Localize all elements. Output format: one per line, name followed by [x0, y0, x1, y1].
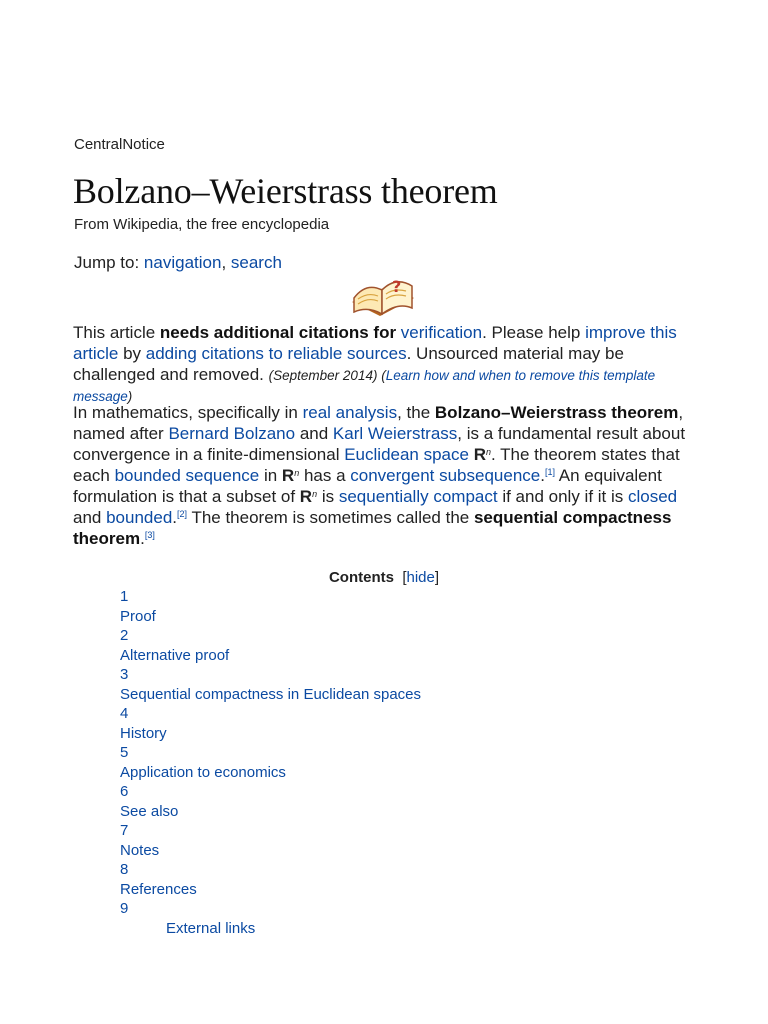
search-link[interactable]: search [230, 253, 282, 272]
book-question-icon [348, 268, 418, 322]
karl-weierstrass-link[interactable]: Karl Weierstrass [332, 424, 458, 443]
intro-bold-title: Bolzano–Weierstrass theorem [434, 403, 679, 422]
rn-n: n [486, 447, 492, 457]
toc-item-number[interactable]: 6 [120, 783, 129, 800]
jump-separator: , [221, 253, 231, 272]
remove-template-link[interactable]: Learn how and when to remove this template message [73, 368, 656, 404]
toc-item[interactable] [120, 665, 421, 704]
tagline: From Wikipedia, the free encyclopedia [74, 216, 330, 233]
ambox-text-3: by [118, 344, 146, 363]
rn-n: n [312, 489, 318, 499]
intro-text: . [172, 508, 178, 527]
toc-item-alternative-proof[interactable]: Alternative proof [120, 646, 230, 664]
reference-3-link[interactable]: [3] [144, 530, 155, 540]
toc-item-number[interactable]: 5 [120, 744, 129, 761]
toc-title: Contents [328, 569, 394, 586]
reference-2-link[interactable]: [2] [177, 509, 188, 519]
toc-item[interactable] [120, 821, 421, 860]
verification-link[interactable]: verification [400, 323, 483, 342]
real-analysis-link[interactable]: real analysis [302, 403, 398, 422]
ambox-text-5: ( [377, 368, 386, 383]
jump-to-bar [74, 253, 282, 273]
jump-to-label: Jump to: [74, 253, 144, 272]
toc-hide-link[interactable]: hide [406, 569, 435, 586]
toc-item-number[interactable]: 2 [120, 627, 129, 644]
bernard-bolzano-link[interactable]: Bernard Bolzano [168, 424, 296, 443]
reference-1[interactable] [545, 467, 555, 477]
intro-paragraph [73, 402, 703, 549]
reference-3[interactable] [145, 530, 155, 540]
reference-1-link[interactable]: [1] [544, 467, 555, 477]
toc-item[interactable] [120, 704, 421, 743]
sequentially-compact-link[interactable]: sequentially compact [338, 487, 498, 506]
citation-notice [73, 322, 703, 406]
toc-item-number[interactable]: 3 [120, 666, 129, 683]
intro-text: has a [299, 466, 351, 485]
central-notice: CentralNotice [74, 136, 165, 153]
intro-text: , named after [73, 403, 684, 443]
intro-text: is [317, 487, 339, 506]
rn-symbol [474, 445, 491, 464]
ambox-text-6: ) [127, 389, 133, 404]
toc-bracket-open: [ [402, 569, 407, 586]
intro-text: . The theorem states that each [73, 445, 680, 485]
intro-text: and [295, 424, 333, 443]
toc-item-number[interactable]: 7 [120, 822, 129, 839]
toc-item-notes[interactable]: Notes [120, 841, 160, 859]
closed-link[interactable]: closed [627, 487, 678, 506]
toc-item-sequential-compactness[interactable]: Sequential compactness in Euclidean spaces [120, 685, 422, 703]
toc-item[interactable] [120, 587, 421, 626]
toc-list [120, 587, 421, 938]
bounded-link[interactable]: bounded [106, 508, 173, 527]
intro-bold-seq: sequential compactness theorem [73, 508, 672, 548]
intro-text: In mathematics, specifically in [73, 403, 303, 422]
toc-header [0, 569, 768, 586]
intro-text: in [259, 466, 282, 485]
toc-item[interactable] [120, 782, 421, 821]
reference-2[interactable] [177, 509, 187, 519]
toc-item[interactable] [120, 743, 421, 782]
toc-item-external-links[interactable]: External links [166, 919, 256, 937]
intro-text: if and only if it is [497, 487, 628, 506]
convergent-subsequence-link[interactable]: convergent subsequence [350, 466, 541, 485]
navigation-link[interactable]: navigation [143, 253, 222, 272]
intro-text: . [140, 529, 145, 548]
toc-item-proof[interactable]: Proof [120, 607, 156, 625]
toc-item-references[interactable]: References [120, 880, 197, 898]
rn-symbol [300, 487, 317, 506]
adding-citations-link[interactable]: adding citations to reliable sources [145, 344, 407, 363]
rn-r: R [281, 466, 295, 485]
toc-bracket-close: ] [434, 569, 440, 586]
ambox-text-2: . Please help [482, 323, 586, 342]
ambox-text-4: . Unsourced material may be challenged and removed. [73, 344, 624, 384]
toc-item-number[interactable]: 4 [120, 705, 129, 722]
rn-r: R [473, 445, 486, 464]
svg-text:?: ? [392, 277, 402, 296]
ambox-bold: needs additional citations for [159, 323, 401, 342]
rn-r: R [299, 487, 313, 506]
toc-item-number[interactable]: 8 [120, 861, 129, 878]
bounded-sequence-link[interactable]: bounded sequence [114, 466, 260, 485]
ambox-text-1: This article [73, 323, 160, 342]
ambox-date: (September 2014) [268, 368, 378, 383]
intro-text: . [540, 466, 545, 485]
intro-text: An equivalent formulation is that a subset of [73, 466, 662, 506]
improve-article-link[interactable]: improve this article [73, 323, 677, 363]
page-title: Bolzano–Weierstrass theorem [73, 171, 498, 211]
toc-item[interactable] [120, 626, 421, 665]
toc-item[interactable] [120, 899, 421, 938]
intro-text: The theorem is sometimes called the [187, 508, 474, 527]
rn-n: n [294, 468, 300, 478]
euclidean-space-link[interactable]: Euclidean space [344, 445, 469, 464]
rn-symbol [282, 466, 299, 485]
toc-item-number[interactable]: 9 [120, 900, 129, 917]
toc-item-see-also[interactable]: See also [120, 802, 179, 820]
toc-item-application-economics[interactable]: Application to economics [120, 763, 286, 781]
intro-text: , is a fundamental result about convergence in a finite-dimensional [73, 424, 686, 464]
toc-item[interactable] [120, 860, 421, 899]
intro-text: , the [397, 403, 435, 422]
toc-item-number[interactable]: 1 [120, 588, 129, 605]
intro-text: and [73, 508, 107, 527]
toc-item-history[interactable]: History [120, 724, 167, 742]
